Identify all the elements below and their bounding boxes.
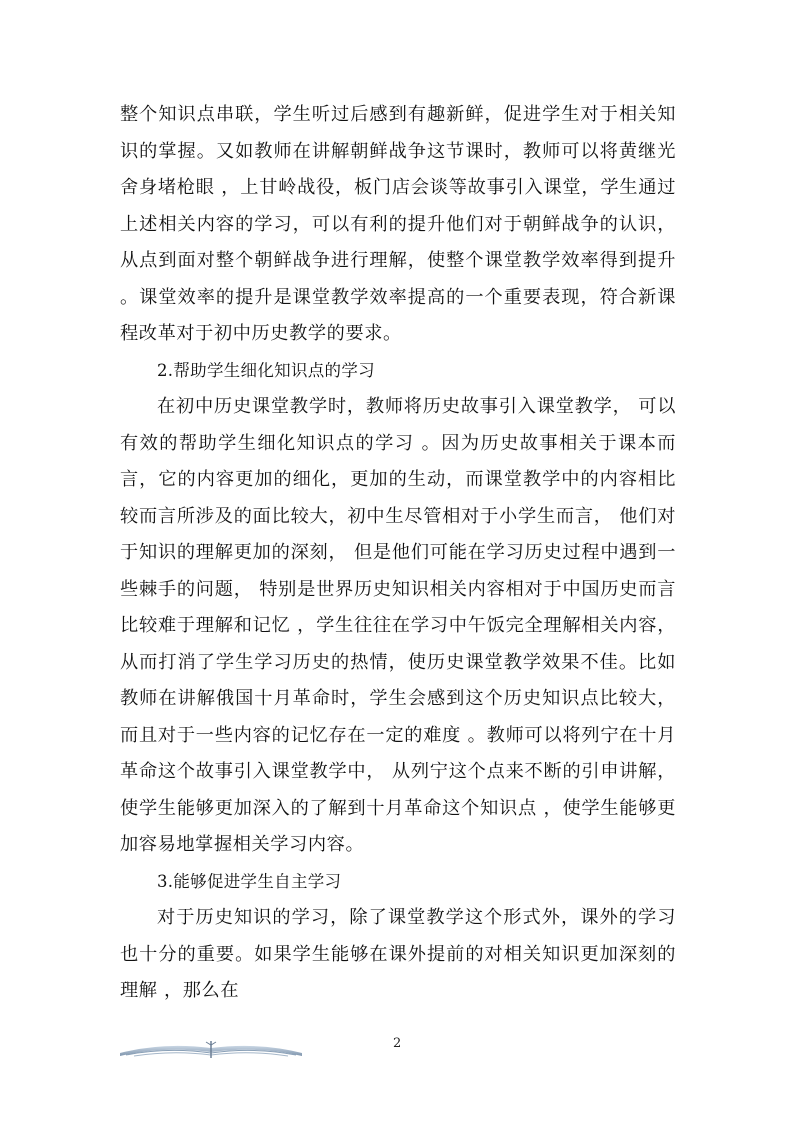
body-paragraph: 整个知识点串联，学生听过后感到有趣新鲜，促进学生对于相关知识的掌握。又如教师在讲解朝鲜战争这节课时，教师可以将黄继光舍身堵枪眼 ，上甘岭战役，板门店会谈等故事引入课堂，学生通过上述相关内容的学习，可以有利的提升他们对于朝鲜战争的认识，从点到面对整个朝鲜战争进行理解，使整个课堂教学效率得到提升 。课堂效率的提升是课堂教学效率提高的一个重要表现，符合新课程改革对于初中历史教学的要求。 <box>120 104 676 344</box>
body-paragraph: 在初中历史课堂教学时，教师将历史故事引入课堂教学， 可以有效的帮助学生细化知识点的学习 。因为历史故事相关于课本而言，它的内容更加的细化，更加的生动，而课堂教学中的内容相比较而言所涉及的面比较大，初中生尽管相对于小学生而言， 他们对于知识的理解更加的深刻， 但是他们可能在学习历史过程中遇到一些棘手的问题， 特别是世界历史知识相关内容相对于中国历史而言比较难于理解和记忆 ，学生往往在学习中午饭完全理解相关内容，从而打消了学生学习历史的热情，使历史课堂教学效果不佳。比如教师在讲解俄国十月革命时，学生会感到这个历史知识点比较大，而且对于一些内容的记忆存在一定的难度 。教师可以将列宁在十月革命这个故事引入课堂教学中， 从列宁这个点来不断的引申讲解，使学生能够更加深入的了解到十月革命这个知识点 ，使学生能够更加容易地掌握相关学习内容。 <box>120 396 676 855</box>
section-heading: 3.能够促进学生自主学习 <box>157 871 342 891</box>
document-body <box>120 97 676 1010</box>
page-number: 2 <box>393 1036 402 1051</box>
body-paragraph: 对于历史知识的学习，除了课堂教学这个形式外，课外的学习也十分的重要。如果学生能够在课外提前的对相关知识更加深刻的理解 ，那么在 <box>120 907 676 1001</box>
section-heading: 2.帮助学生细化知识点的学习 <box>157 360 375 380</box>
open-book-icon <box>118 1036 304 1060</box>
